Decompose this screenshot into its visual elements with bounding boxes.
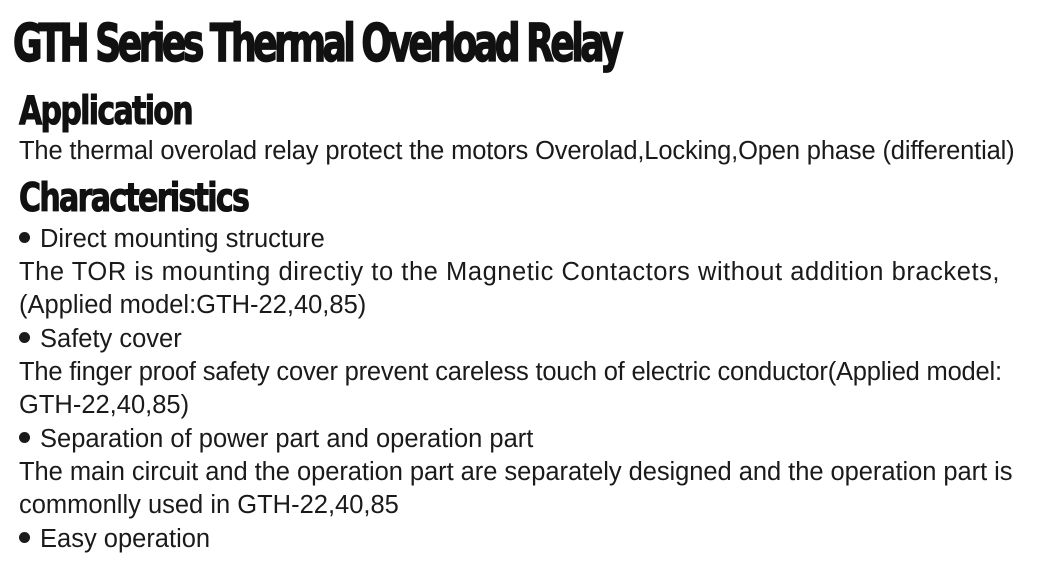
bullet-title: Direct mounting structure <box>40 225 325 253</box>
bullet-item-easy-operation <box>19 523 210 556</box>
bullet-description-line: GTH-22,40,85) <box>19 391 190 419</box>
bullet-description-line: The finger proof safety cover prevent careless touch of electric conductor(Applied model: <box>19 358 1002 386</box>
bullet-title: Easy operation <box>40 525 211 553</box>
bullet-dot-icon <box>19 332 30 343</box>
bullet-item-direct-mounting <box>19 223 325 256</box>
bullet-description-line: commonlly used in GTH-22,40,85 <box>19 491 399 519</box>
bullet-dot-icon <box>19 432 30 443</box>
bullet-item-separation <box>19 423 533 456</box>
characteristics-heading: Characteristics <box>19 176 249 221</box>
application-text: The thermal overolad relay protect the motors Overolad,Locking,Open phase (differential) <box>19 137 1015 165</box>
application-heading: Application <box>19 89 192 134</box>
bullet-title: Safety cover <box>40 325 182 353</box>
bullet-dot-icon <box>19 232 30 243</box>
page-title: GTH Series Thermal Overload Relay <box>13 13 620 74</box>
bullet-description-line: The main circuit and the operation part are separately designed and the operation part is <box>19 458 1013 486</box>
bullet-dot-icon <box>19 532 30 543</box>
bullet-item-safety-cover <box>19 323 182 356</box>
bullet-title: Separation of power part and operation part <box>40 425 534 453</box>
bullet-description-line: The TOR is mounting directiy to the Magnetic Contactors without addition brackets, <box>19 258 1001 286</box>
bullet-description-line: (Applied model:GTH-22,40,85) <box>19 291 367 319</box>
